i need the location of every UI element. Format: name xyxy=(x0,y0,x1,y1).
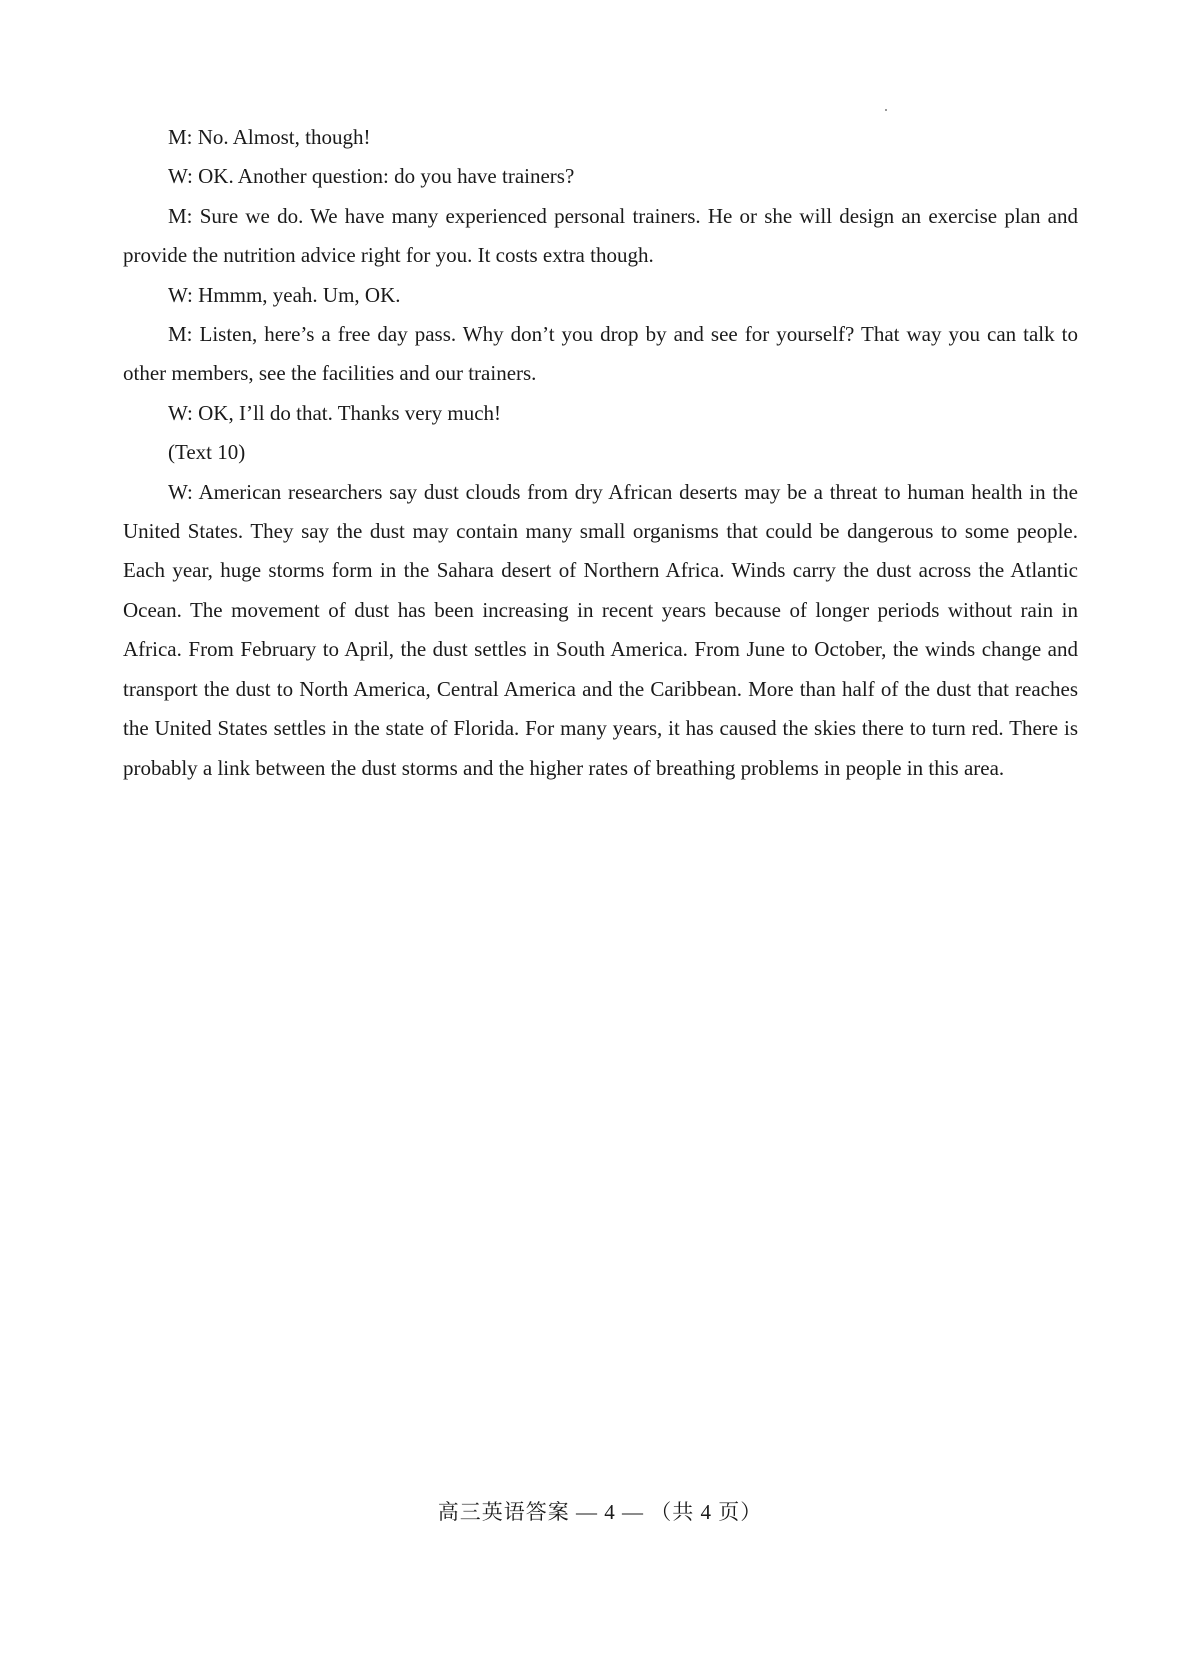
monologue-paragraph: W: American researchers say dust clouds from dry African deserts may be a threat to human health in the United States. They say the dust may contain many small organisms that could be dangerous to some people. Each year, huge storms form in the Sahara desert of Northern Africa. Winds carry the dust across the Atlantic Ocean. The movement of dust has been increasing in recent years because of longer periods without rain in Africa. From February to April, the dust settles in South America. From June to October, the winds change and transport the dust to North America, Central America and the Caribbean. More than half of the dust that reaches the United States settles in the state of Florida. For many years, it has caused the skies there to turn red. There is probably a link between the dust storms and the higher rates of breathing problems in people in this area. xyxy=(123,479,1078,780)
dialogue-line: M: Listen, here’s a free day pass. Why don’t you drop by and see for yourself? That way you can talk to other members, see the facilities and our trainers. xyxy=(123,322,1078,386)
dialogue-line: W: Hmmm, yeah. Um, OK. xyxy=(168,282,401,307)
scan-speck xyxy=(885,109,887,111)
section-heading: (Text 10) xyxy=(168,440,246,465)
dialogue-line: W: OK, I’ll do that. Thanks very much! xyxy=(168,400,502,425)
dialogue-line: M: No. Almost, though! xyxy=(168,125,371,149)
transcript-body xyxy=(123,118,1078,788)
page-footer: 高三英语答案 — 4 — （共 4 页） xyxy=(437,1500,763,1524)
dialogue-line: M: Sure we do. We have many experienced personal trainers. He or she will design an exercise plan and provide the nutrition advice right for you. It costs extra though. xyxy=(123,203,1078,268)
dialogue-line: W: OK. Another question: do you have trainers? xyxy=(168,164,575,189)
